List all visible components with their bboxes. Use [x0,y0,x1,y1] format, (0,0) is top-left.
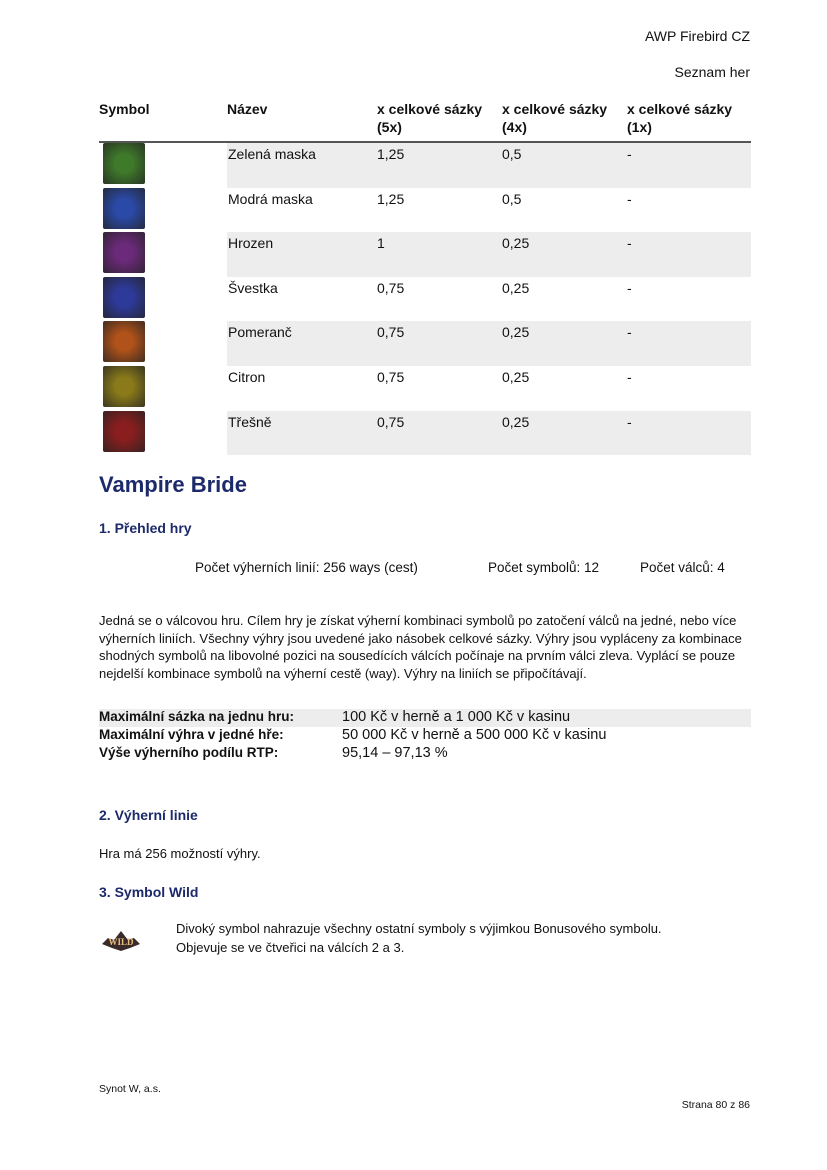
multiplier-x1: - [627,368,632,385]
column-header-line: (5x) [377,119,402,135]
multiplier-x4: 0,5 [502,142,627,188]
game-title: Vampire Bride [99,472,247,497]
orange-icon [103,321,145,362]
wild-symbol-icon [100,928,142,952]
column-header [502,100,627,142]
symbol-cell [99,411,227,456]
multiplier-x1: - [627,142,751,188]
multiplier-x1: - [627,411,751,456]
info-value: 50 000 Kč v herně a 500 000 Kč v kasinu [342,727,607,743]
blue-mask-icon [103,188,145,229]
table-row [99,232,751,277]
multiplier-x5: 0,75 [377,321,502,366]
green-mask-icon [103,143,145,184]
symbol-name: Švestka [228,279,278,296]
reel-count: Počet válců: 4 [640,560,725,575]
multiplier-x5: 0,75 [377,368,405,385]
section-title: Seznam her [674,64,750,80]
section-heading-wild: 3. Symbol Wild [99,884,199,900]
symbol-name: Pomeranč [227,321,377,366]
symbol-count: Počet symbolů: 12 [488,560,600,575]
section-heading-win-lines: 2. Výherní linie [99,807,198,823]
wild-description-line2: Objevuje se ve čtveřici na válcích 2 a 3. [176,940,405,955]
column-header [377,100,502,142]
grapes-icon [103,232,145,273]
multiplier-x4: 0,25 [502,368,530,385]
document-title: AWP Firebird CZ [644,28,750,44]
multiplier-x1: - [627,232,751,277]
column-header-line: (4x) [502,119,527,135]
info-value: 100 Kč v herně a 1 000 Kč v kasinu [342,709,571,725]
symbol-cell [99,232,227,277]
multiplier-x1: - [627,190,632,207]
table-row [99,366,751,411]
symbol-name: Citron [228,368,266,385]
plum-icon [103,277,145,318]
info-row [99,727,751,745]
lemon-icon [103,366,145,407]
info-row [99,745,751,763]
info-value: 95,14 – 97,13 % [342,745,448,761]
game-info-table [99,709,751,763]
wild-description-line1: Divoký symbol nahrazuje všechny ostatní symboly s výjimkou Bonusového symbolu. [176,921,662,936]
symbol-name: Třešně [227,411,377,456]
win-lines-count: Počet výherních linií: 256 ways (cest) [195,560,418,575]
multiplier-x5: 1,25 [377,190,405,207]
table-row [99,188,751,233]
column-header-line: x celkové sázky [502,101,608,117]
symbol-name: Zelená maska [227,142,377,188]
column-header-line: x celkové sázky [627,101,733,117]
table-row [99,277,751,322]
footer-company: Synot W, a.s. [99,1083,161,1095]
symbol-cell [99,188,227,233]
wild-logo-text: WILD [108,937,134,947]
multiplier-x4: 0,5 [502,190,522,207]
column-header-line: Symbol [99,101,150,117]
win-lines-text: Hra má 256 možností výhry. [99,846,261,861]
symbol-cell [99,366,227,411]
footer-page-number: Strana 80 z 86 [681,1099,750,1111]
column-header-line: Název [227,101,268,117]
info-row [99,709,751,727]
multiplier-x4: 0,25 [502,232,627,277]
multiplier-x5: 1 [377,232,502,277]
column-header-line: (1x) [627,119,652,135]
symbol-name: Hrozen [227,232,377,277]
multiplier-x1: - [627,279,632,296]
symbol-cell [99,321,227,366]
info-label: Výše výherního podílu RTP: [99,745,279,760]
multiplier-x5: 0,75 [377,279,405,296]
table-row [99,321,751,366]
column-header [227,100,377,142]
multiplier-x5: 1,25 [377,142,502,188]
info-label: Maximální sázka na jednu hru: [99,709,295,724]
symbol-cell [99,277,227,322]
multiplier-x5: 0,75 [377,411,502,456]
symbol-paytable [99,100,751,455]
column-header-line: x celkové sázky [377,101,483,117]
symbol-cell [99,142,227,188]
table-row [99,411,751,456]
game-description: Jedná se o válcovou hru. Cílem hry je získat výherní kombinaci symbolů po zatočení válců na jedné, nebo více výherních liniích. Všechny výhry jsou uvedené jako násobek celkové sázky. Výhry jsou vypláceny za kombinace shodných symbolů na libovolné pozici na sousedících válcích počínaje na prvním válci zleva. Vyplácí se pouze nejdelší kombinace symbolů na výherní cestě (way). Výhry na liniích se připočítávají. [99,613,742,681]
multiplier-x4: 0,25 [502,321,627,366]
column-header [627,100,751,142]
symbol-name: Modrá maska [228,190,313,207]
column-header [99,100,227,142]
multiplier-x4: 0,25 [502,411,627,456]
section-heading-overview: 1. Přehled hry [99,520,192,536]
multiplier-x1: - [627,321,751,366]
info-label: Maximální výhra v jedné hře: [99,727,284,742]
table-row [99,142,751,188]
cherry-icon [103,411,145,452]
multiplier-x4: 0,25 [502,279,530,296]
